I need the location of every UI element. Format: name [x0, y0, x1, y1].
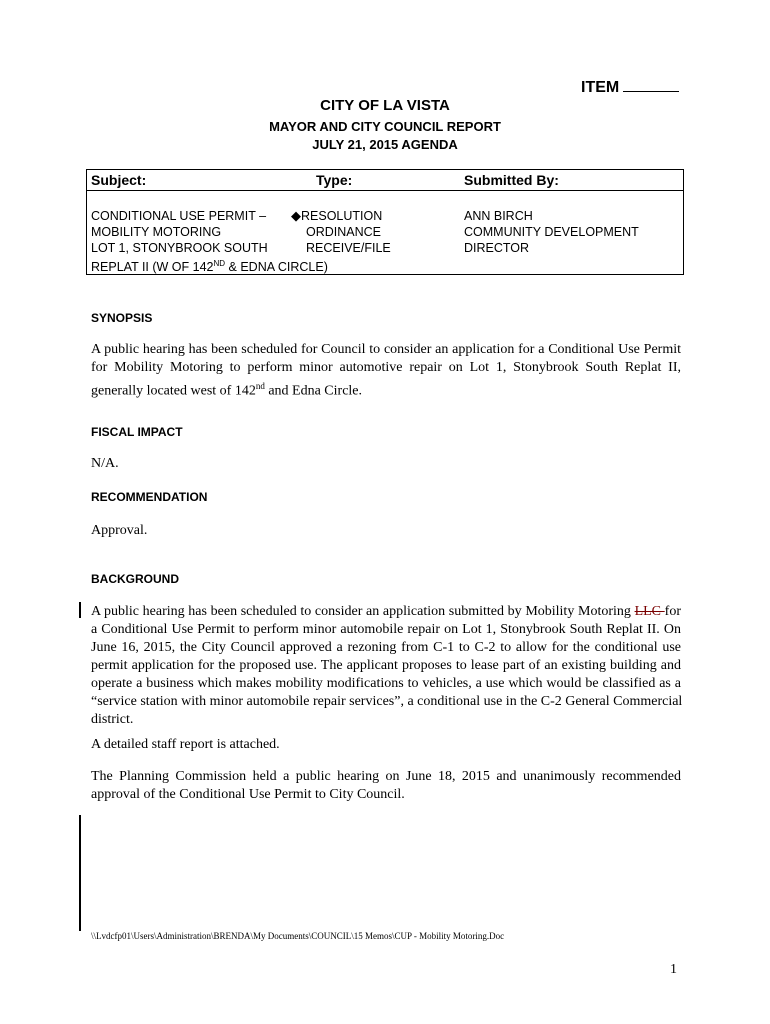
fiscal-impact-text: N/A. — [91, 456, 119, 471]
paragraph-text: A public hearing has been scheduled to consider an application submitted by Mobility Motoring — [91, 604, 635, 619]
type-option-label: RESOLUTION — [301, 209, 383, 223]
submitted-by-column — [464, 208, 639, 256]
background-paragraph — [91, 603, 681, 729]
recommendation-heading: RECOMMENDATION — [91, 490, 208, 504]
page-number: 1 — [670, 962, 677, 977]
paragraph-line: “service station with minor automobile repair services”, a conditional use in the C-2 General Commercial — [91, 694, 683, 709]
deleted-text: LLC — [634, 604, 665, 619]
agenda-date: JULY 21, 2015 AGENDA — [312, 137, 458, 152]
subject-line-part: REPLAT II (W OF 142 — [91, 260, 214, 275]
item-number-label — [581, 77, 679, 97]
submitted-by-header: Submitted By: — [464, 172, 559, 188]
item-number-blank — [623, 77, 679, 92]
type-option-ordinance: ORDINANCE — [306, 225, 382, 239]
subject-line: CONDITIONAL USE PERMIT – — [91, 209, 267, 223]
paragraph-line: A public hearing has been scheduled for Council to consider an application for a Conditional Use Permit — [91, 342, 681, 357]
submitter-line: DIRECTOR — [464, 241, 530, 255]
item-label-text: ITEM — [581, 79, 620, 96]
paragraph-text: for — [664, 604, 681, 619]
revision-change-bar — [79, 815, 81, 931]
paragraph-line: permit application for the proposed use. The applicant proposes to lease part of an existing building and — [91, 658, 681, 673]
paragraph-line: June 16, 2015, the City Council approved a rezoning from C-1 to C-2 to allow for the conditional use — [91, 640, 681, 655]
report-info-box — [86, 169, 684, 275]
subject-line-part: & EDNA CIRCLE) — [225, 260, 328, 275]
subject-header: Subject: — [91, 172, 147, 188]
submitter-line: ANN BIRCH — [464, 209, 533, 223]
subject-line: MOBILITY MOTORING — [91, 225, 222, 239]
paragraph-line: The Planning Commission held a public hearing on June 18, 2015 and unanimously recommended — [91, 769, 681, 784]
info-box-header-row — [87, 170, 683, 191]
revision-change-bar — [79, 602, 81, 618]
paragraph-line: district. — [91, 712, 134, 727]
paragraph-line: approval of the Conditional Use Permit to City Council. — [91, 787, 405, 802]
type-header: Type: — [316, 172, 353, 188]
subject-line: LOT 1, STONYBROOK SOUTH — [91, 241, 268, 255]
submitter-line: COMMUNITY DEVELOPMENT — [464, 225, 639, 239]
paragraph-text: and Edna Circle. — [264, 383, 363, 399]
city-title: CITY OF LA VISTA — [320, 97, 450, 114]
type-option-receive-file: RECEIVE/FILE — [306, 241, 391, 255]
synopsis-paragraph — [91, 341, 681, 401]
paragraph-line — [91, 603, 681, 621]
background-heading: BACKGROUND — [91, 572, 179, 586]
paragraph-line: a Conditional Use Permit to perform minor automobile repair on Lot 1, Stonybrook South Replat II. On — [91, 622, 681, 637]
document-file-path: \\Lvdcfp01\Users\Administration\BRENDA\My Documents\COUNCIL\15 Memos\CUP - Mobility Motoring.Doc — [91, 931, 505, 941]
paragraph-line: operate a business which makes mobility modifications to vehicles, a use which would be classified as a — [91, 676, 681, 691]
recommendation-text: Approval. — [91, 523, 148, 538]
type-option-resolution — [291, 208, 391, 224]
subject-line — [91, 256, 328, 275]
paragraph-text: generally located west of 142 — [91, 383, 256, 399]
synopsis-heading: SYNOPSIS — [91, 311, 153, 325]
selected-diamond-icon: ◆ — [291, 208, 301, 223]
type-column — [291, 208, 391, 256]
report-title: MAYOR AND CITY COUNCIL REPORT — [269, 119, 501, 134]
subject-line-superscript: ND — [213, 259, 226, 268]
planning-commission-paragraph — [91, 768, 681, 804]
paragraph-line — [91, 377, 681, 401]
staff-report-text: A detailed staff report is attached. — [91, 737, 280, 752]
fiscal-impact-heading: FISCAL IMPACT — [91, 425, 183, 439]
paragraph-line: for Mobility Motoring to perform minor automotive repair on Lot 1, Stonybrook South Replat II, — [91, 360, 681, 375]
paragraph-superscript: nd — [255, 381, 265, 391]
